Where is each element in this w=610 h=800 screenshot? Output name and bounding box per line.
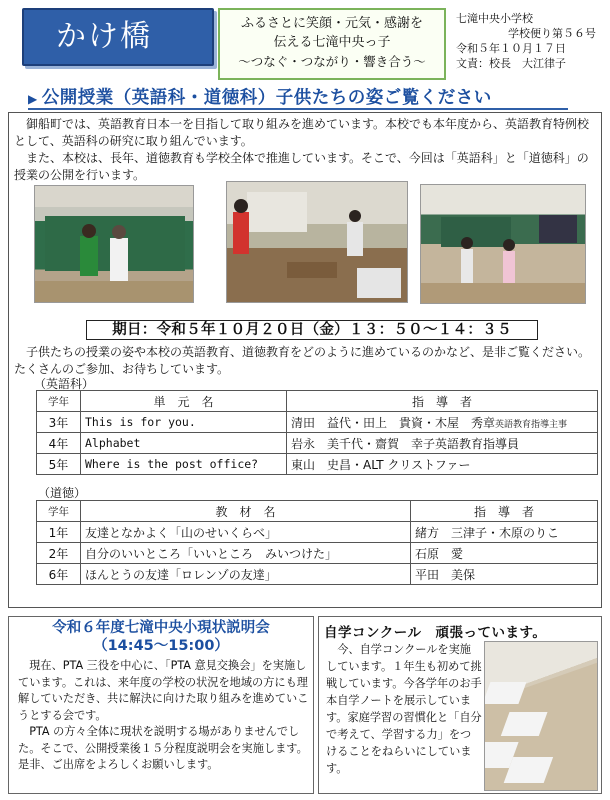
table-header-row: [37, 501, 598, 522]
teacher-cell: 東山 史昌・ALT クリストファー: [287, 454, 598, 475]
issue-author: 文責：校長 大江律子: [456, 57, 566, 70]
newsletter-title: かけ橋: [22, 8, 214, 66]
slogan-line-3: ～つなぐ・つながり・響き合う～: [238, 54, 426, 69]
slogan-line-2: 伝える七滝中央っ子: [273, 35, 391, 50]
english-caption: （英語科）: [34, 377, 95, 391]
briefing-paragraph-2: PTA の方々全体に現状を説明する場がありませんでした。そこで、公開授業後１５分程度説明会を実施します。是非、ご出席をよろしくお願いします。: [18, 725, 308, 771]
teacher-cell: 緒方 三津子・木原のりこ: [411, 522, 598, 543]
material-cell: 自分のいいところ「いいところ みいつけた」: [81, 543, 411, 564]
intro-text: [14, 116, 600, 184]
teacher-cell: 平田 美保: [411, 564, 598, 585]
material-cell: ほんとうの友達「ロレンゾの友達」: [81, 564, 411, 585]
teacher-name: 清田 益代・田上 貴資・木屋 秀章: [291, 415, 496, 430]
classroom-photo-2: [226, 181, 408, 303]
briefing-paragraph-1: 現在、PTA 三役を中心に、「PTA 意見交換会」を実施しています。これは、来年度の学校の状況を地域の方にも理解していただき、共に解決に向けた取り組みを進めていこうとする会です。: [18, 659, 309, 722]
contest-title: 自学コンクール 頑張っています。: [324, 625, 547, 641]
header-grade: 学年: [37, 391, 81, 412]
grade-cell: 6年: [37, 564, 81, 585]
teacher-cell: 石原 愛: [411, 543, 598, 564]
school-slogan: [218, 8, 446, 80]
moral-schedule-table: [36, 500, 598, 585]
issue-number: 学校便り第５６号: [508, 27, 596, 40]
grade-cell: 3年: [37, 412, 81, 433]
table-header-row: [37, 391, 598, 412]
classroom-photo-1-art: [35, 186, 194, 303]
invitation-text: 子供たちの授業の姿や本校の英語教育、道徳教育をどのように進めているのかなど、是非ご覧ください。たくさんのご参加、お待ちしています。: [14, 345, 591, 376]
contest-text: 今、自学コンクールを実施しています。１年生も初めて挑戦しています。今各学年のお手本自学ノートを展示しています。家庭学習の習慣化と「自分で考えて、学習する力」をつけることをねらいにしています。: [326, 643, 482, 775]
issue-date: 令和５年１０月１７日: [456, 42, 566, 55]
header-material: 教 材 名: [81, 501, 411, 522]
grade-cell: 4年: [37, 433, 81, 454]
table-row: [37, 543, 598, 564]
main-headline: [28, 84, 568, 110]
intro-paragraph-2: また、本校は、長年、道徳教育も学校全体で推進しています。そこで、今回は「英語科」と「道徳科」の授業の公開を行います。: [14, 151, 589, 182]
school-name: 七滝中央小学校: [456, 12, 533, 25]
intro-paragraph-1: 御船町では、英語教育日本一を目指して取り組みを進めています。本校でも本年度から、英語教育特例校として、英語科の研究に取り組んでいます。: [14, 117, 590, 148]
classroom-photo-3: [420, 184, 586, 304]
english-schedule-table: [36, 390, 598, 475]
briefing-title-line-2: （14:45～15:00）: [93, 638, 229, 654]
triangle-icon: ▶: [28, 92, 38, 106]
table-row: [37, 564, 598, 585]
teacher-note: 英語教育指導主事: [495, 419, 568, 430]
briefing-title: [10, 619, 312, 655]
notebook-display-photo: [484, 641, 598, 791]
issue-info: [452, 8, 600, 80]
unit-cell: Where is the post office?: [81, 454, 287, 475]
briefing-title-line-1: 令和６年度七滝中央小現状説明会: [52, 620, 270, 636]
slogan-line-1: ふるさとに笑顔・元気・感謝を: [240, 16, 423, 31]
table-row: [37, 454, 598, 475]
event-date: 期日：令和５年１０月２０日（金）１３：５０～１４：３５: [86, 320, 538, 340]
header-grade: 学年: [37, 501, 81, 522]
table-row: [37, 433, 598, 454]
table-row: [37, 412, 598, 433]
material-cell: 友達となかよく「山のせいくらべ」: [81, 522, 411, 543]
briefing-text: [18, 658, 310, 774]
teacher-cell: [287, 412, 598, 433]
classroom-photo-1: [34, 185, 194, 303]
moral-caption: （道徳）: [38, 486, 87, 500]
notebook-display-photo-art: [485, 642, 598, 791]
teacher-cell: 岩永 美千代・齋賀 幸子英語教育指導員: [287, 433, 598, 454]
unit-cell: Alphabet: [81, 433, 287, 454]
unit-cell: This is for you.: [81, 412, 287, 433]
grade-cell: 1年: [37, 522, 81, 543]
grade-cell: 5年: [37, 454, 81, 475]
table-row: [37, 522, 598, 543]
classroom-photo-3-art: [421, 185, 586, 304]
headline-text: 公開授業（英語科・道徳科）子供たちの姿ご覧ください: [41, 88, 492, 108]
header-teacher: 指 導 者: [411, 501, 598, 522]
classroom-photo-2-art: [227, 182, 408, 303]
header-teacher: 指 導 者: [287, 391, 598, 412]
grade-cell: 2年: [37, 543, 81, 564]
header-unit: 単 元 名: [81, 391, 287, 412]
